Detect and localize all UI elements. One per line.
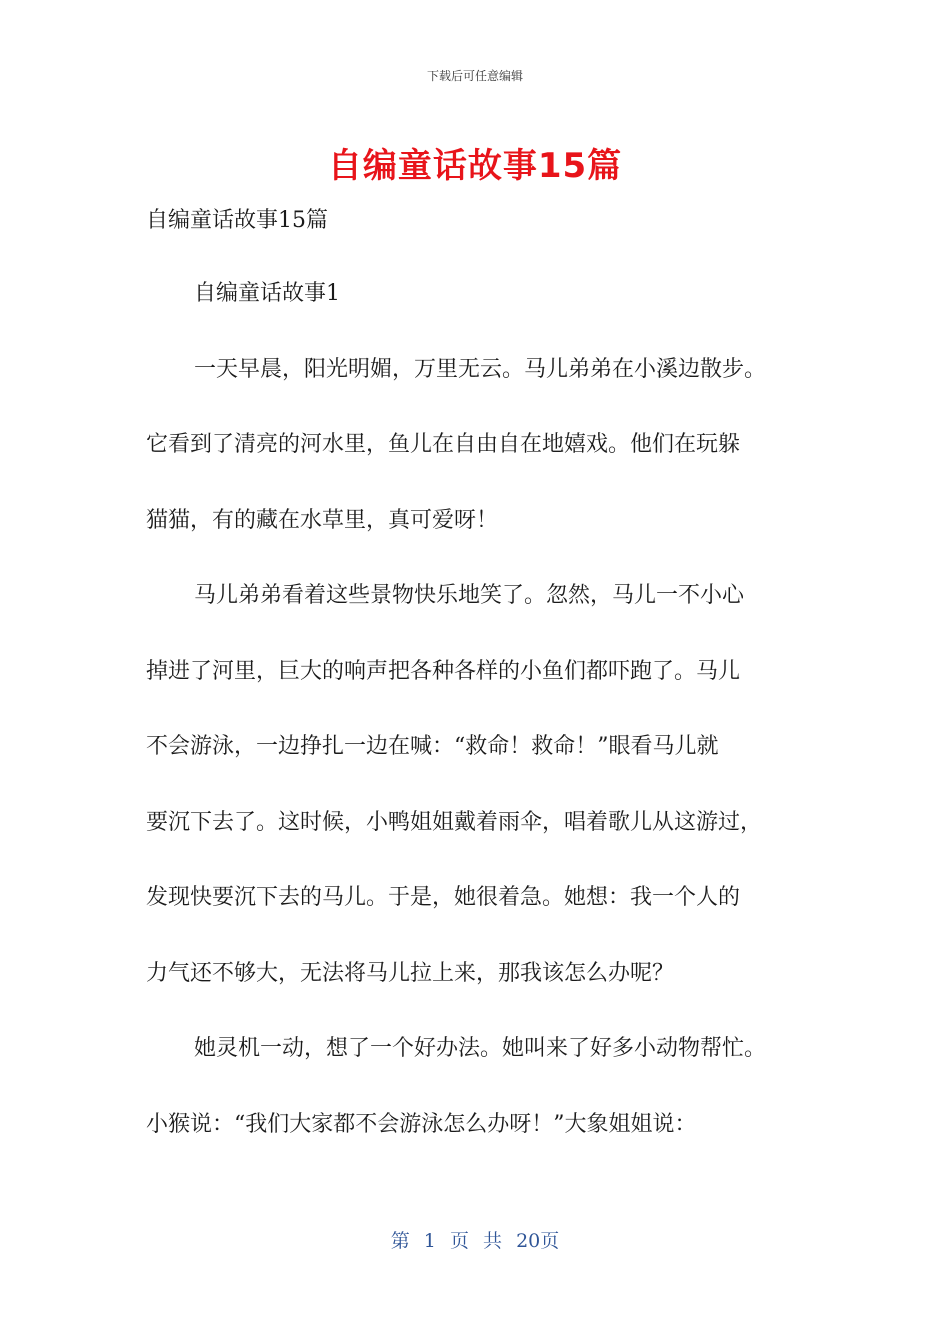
paragraph-line: 猫猫，有的藏在水草里，真可爱呀！ xyxy=(146,507,499,533)
footer-label-page: 页 xyxy=(449,1230,469,1252)
page-footer xyxy=(0,1226,950,1253)
footer-total-pages: 20页 xyxy=(516,1230,560,1252)
paragraph-line: 它看到了清亮的河水里，鱼儿在自由自在地嬉戏。他们在玩躲 xyxy=(146,432,741,457)
paragraph-line: 要沉下去了。这时候，小鸭姐姐戴着雨伞，唱着歌儿从这游过， xyxy=(146,809,763,835)
paragraph-line: 马儿弟弟看着这些景物快乐地笑了。忽然，马儿一不小心 xyxy=(194,583,745,608)
paragraph xyxy=(146,1011,826,1162)
paragraph-line: 她灵机一动，想了一个好办法。她叫来了好多小动物帮忙。 xyxy=(194,1036,767,1061)
document-title: 自编童话故事15篇 xyxy=(327,146,623,186)
paragraph-line: 掉进了河里，巨大的响声把各种各样的小鱼们都吓跑了。马儿 xyxy=(146,658,741,684)
footer-label-total: 共 xyxy=(483,1230,503,1252)
paragraph-line: 不会游泳，一边挣扎一边在喊：“救命！救命！”眼看马儿就 xyxy=(146,734,719,759)
paragraph-line: 力气还不够大，无法将马儿拉上来，那我该怎么办呢？ xyxy=(146,960,675,986)
paragraph-line: 发现快要沉下去的马儿。于是，她很着急。她想：我一个人的 xyxy=(146,885,741,910)
footer-label-prefix: 第 xyxy=(390,1230,410,1252)
section-heading-paragraph xyxy=(146,256,826,332)
document-body xyxy=(146,256,826,1162)
paragraph-line: 一天早晨，阳光明媚，万里无云。马儿弟弟在小溪边散步。 xyxy=(194,356,767,382)
footer-current-page: 1 xyxy=(423,1230,436,1252)
paragraph xyxy=(146,558,826,1011)
document-subtitle: 自编童话故事15篇 xyxy=(146,208,328,233)
paragraph-line: 小猴说：“我们大家都不会游泳怎么办呀！”大象姐姐说： xyxy=(146,1111,697,1137)
section-heading: 自编童话故事1 xyxy=(194,281,340,306)
page-header-note: 下载后可任意编辑 xyxy=(426,69,523,83)
paragraph xyxy=(146,332,826,559)
